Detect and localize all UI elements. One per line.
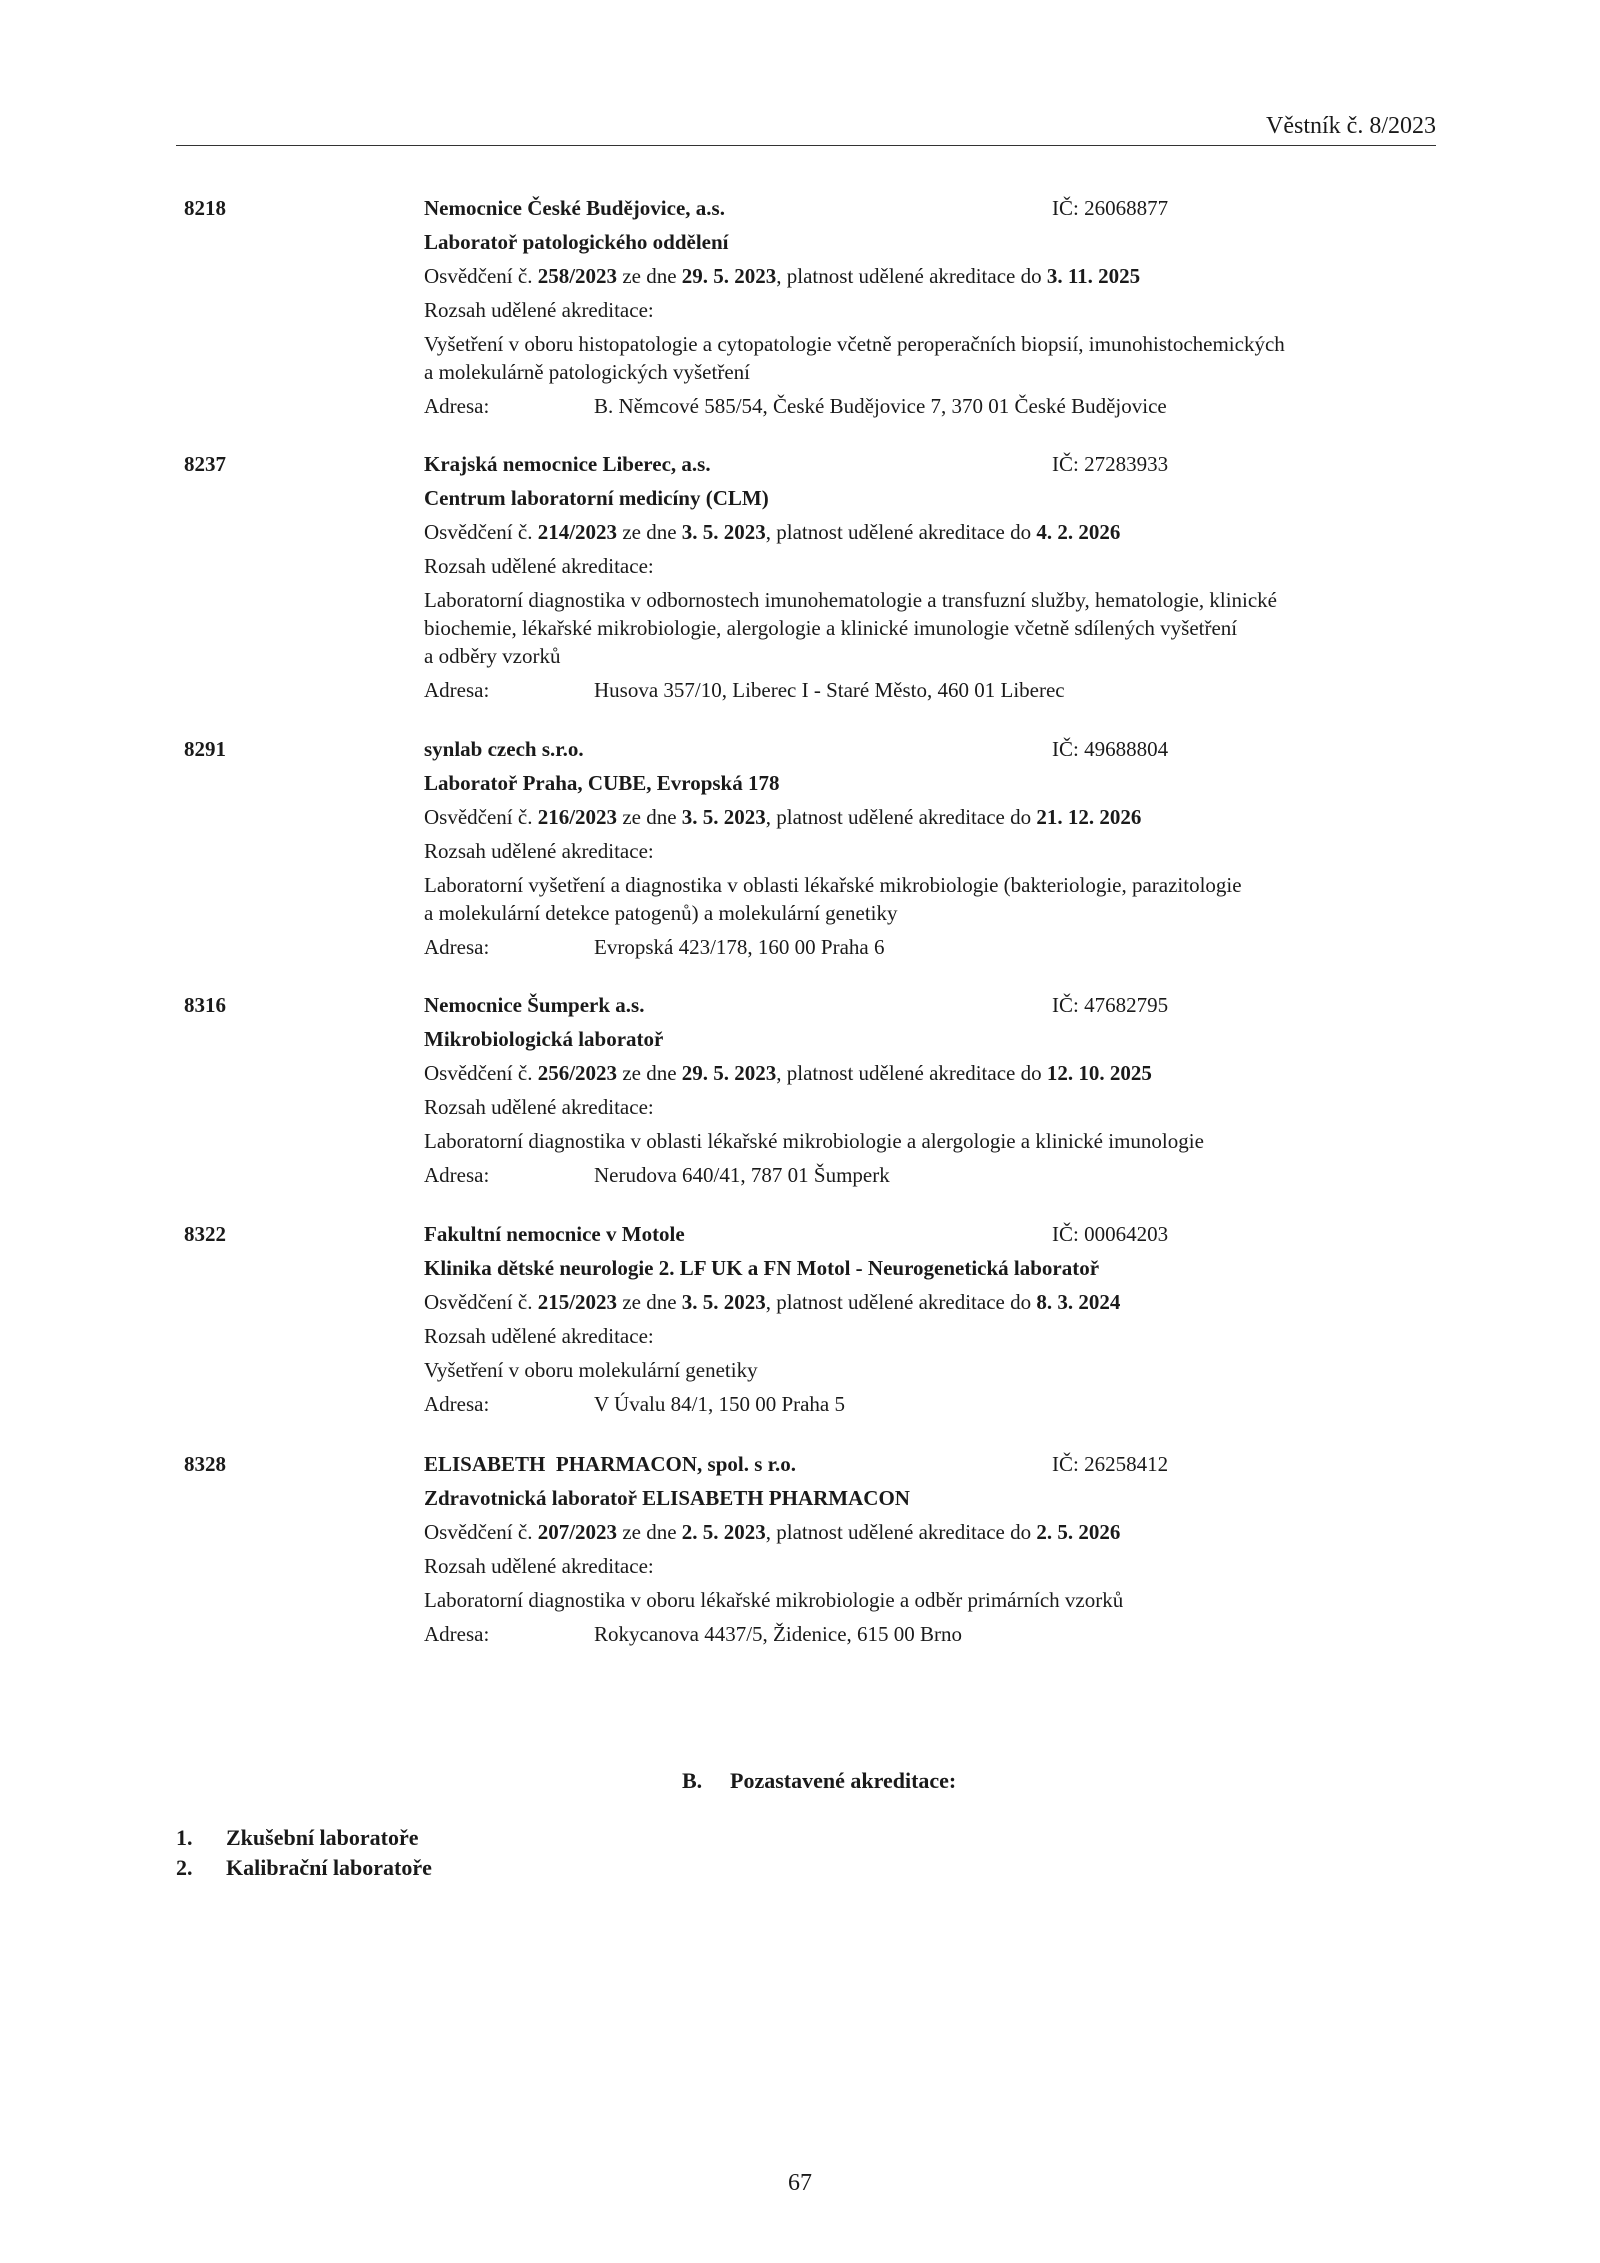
address-value: Rokycanova 4437/5, Židenice, 615 00 Brno	[594, 1622, 963, 1646]
section-heading: B. Pozastavené akreditace:	[682, 1768, 957, 1793]
certificate-line: Osvědčení č. 215/2023 ze dne 3. 5. 2023, platnost udělené akreditace do 8. 3. 2024	[424, 1290, 1121, 1314]
address-line: Adresa: B. Němcové 585/54, České Budějovice 7, 370 01 České Budějovice	[424, 394, 1167, 418]
scope-text: Laboratorní diagnostika v oblasti lékařské mikrobiologie a alergologie a klinické imunologie	[424, 1129, 1204, 1153]
company-id: IČ: 26068877	[1052, 196, 1169, 220]
address-value: Evropská 423/178, 160 00 Praha 6	[594, 935, 885, 959]
entry-number: 8322	[184, 1222, 226, 1246]
scope-label: Rozsah udělené akreditace:	[424, 298, 654, 322]
page-number: 67	[788, 2170, 812, 2196]
header-divider	[176, 145, 1436, 146]
entry-body	[424, 1450, 1424, 1654]
list-item: 2. Kalibrační laboratoře	[176, 1855, 432, 1880]
scope-text: Laboratorní diagnostika v odbornostech imunohematologie a transfuzní služby, hematologie, klinické biochemie, lékařské mikrobiologie, alergologie a klinické imunologie včetně sdílených vyšetření a odběry vzorků	[424, 588, 1278, 668]
entry-number: 8316	[184, 993, 226, 1017]
organization-name: ELISABETH PHARMACON, spol. s r.o.	[424, 1452, 797, 1476]
certificate-line: Osvědčení č. 214/2023 ze dne 3. 5. 2023, platnost udělené akreditace do 4. 2. 2026	[424, 520, 1121, 544]
scope-label: Rozsah udělené akreditace:	[424, 1095, 654, 1119]
laboratory-name: Klinika dětské neurologie 2. LF UK a FN Motol - Neurogenetická laboratoř	[424, 1256, 1100, 1280]
entry-number: 8237	[184, 452, 226, 476]
organization-name: Nemocnice Šumperk a.s.	[424, 993, 645, 1017]
entry-body	[424, 194, 1424, 426]
validity-date: 3. 11. 2025	[1046, 264, 1141, 288]
organization-name: synlab czech s.r.o.	[424, 737, 584, 761]
certificate-number: 258/2023	[537, 264, 618, 288]
scope-text: Vyšetření v oboru histopatologie a cytopatologie včetně peroperačních biopsií, imunohistochemických a molekulárně patologických vyšetření	[424, 332, 1285, 384]
certificate-number: 214/2023	[537, 520, 618, 544]
laboratory-name: Laboratoř Praha, CUBE, Evropská 178	[424, 771, 780, 795]
validity-date: 4. 2. 2026	[1036, 520, 1121, 544]
certificate-number: 256/2023	[537, 1061, 618, 1085]
certificate-line: Osvědčení č. 207/2023 ze dne 2. 5. 2023, platnost udělené akreditace do 2. 5. 2026	[424, 1520, 1121, 1544]
entry-body	[424, 1220, 1424, 1424]
category-list	[176, 1823, 432, 1883]
entry-number: 8218	[184, 196, 226, 220]
scope-text: Vyšetření v oboru molekulární genetiky	[424, 1358, 758, 1382]
organization-name: Fakultní nemocnice v Motole	[424, 1222, 685, 1246]
bulletin-title: Věstník č. 8/2023	[1266, 113, 1436, 139]
laboratory-name: Zdravotnická laboratoř ELISABETH PHARMACON	[424, 1486, 910, 1510]
certificate-line: Osvědčení č. 216/2023 ze dne 3. 5. 2023, platnost udělené akreditace do 21. 12. 2026	[424, 805, 1142, 829]
certificate-number: 215/2023	[537, 1290, 618, 1314]
entry-number: 8328	[184, 1452, 226, 1476]
scope-label: Rozsah udělené akreditace:	[424, 839, 654, 863]
organization-name: Nemocnice České Budějovice, a.s.	[424, 196, 725, 220]
address-value: Nerudova 640/41, 787 01 Šumperk	[594, 1163, 890, 1187]
company-id: IČ: 26258412	[1052, 1452, 1169, 1476]
organization-name: Krajská nemocnice Liberec, a.s.	[424, 452, 711, 476]
entry-body	[424, 991, 1424, 1195]
entry-body	[424, 450, 1424, 710]
address-line: Adresa: Evropská 423/178, 160 00 Praha 6	[424, 935, 885, 959]
entry-number: 8291	[184, 737, 226, 761]
certificate-date: 3. 5. 2023	[681, 520, 766, 544]
certificate-number: 216/2023	[537, 805, 618, 829]
scope-label: Rozsah udělené akreditace:	[424, 1324, 654, 1348]
company-id: IČ: 00064203	[1052, 1222, 1169, 1246]
validity-date: 12. 10. 2025	[1046, 1061, 1152, 1085]
address-line: Adresa: Nerudova 640/41, 787 01 Šumperk	[424, 1163, 890, 1187]
laboratory-name: Centrum laboratorní medicíny (CLM)	[424, 486, 769, 510]
scope-text: Laboratorní diagnostika v oboru lékařské mikrobiologie a odběr primárních vzorků	[424, 1588, 1124, 1612]
company-id: IČ: 49688804	[1052, 737, 1169, 761]
address-value: B. Němcové 585/54, České Budějovice 7, 370 01 České Budějovice	[594, 394, 1167, 418]
entry-body	[424, 735, 1424, 967]
certificate-line: Osvědčení č. 258/2023 ze dne 29. 5. 2023, platnost udělené akreditace do 3. 11. 2025	[424, 264, 1141, 288]
certificate-line: Osvědčení č. 256/2023 ze dne 29. 5. 2023, platnost udělené akreditace do 12. 10. 2025	[424, 1061, 1152, 1085]
scope-label: Rozsah udělené akreditace:	[424, 1554, 654, 1578]
validity-date: 8. 3. 2024	[1036, 1290, 1121, 1314]
certificate-date: 3. 5. 2023	[681, 1290, 766, 1314]
address-line: Adresa: V Úvalu 84/1, 150 00 Praha 5	[424, 1392, 846, 1416]
validity-date: 21. 12. 2026	[1036, 805, 1142, 829]
certificate-date: 29. 5. 2023	[681, 264, 777, 288]
laboratory-name: Mikrobiologická laboratoř	[424, 1027, 664, 1051]
company-id: IČ: 27283933	[1052, 452, 1169, 476]
laboratory-name: Laboratoř patologického oddělení	[424, 230, 729, 254]
certificate-date: 29. 5. 2023	[681, 1061, 777, 1085]
company-id: IČ: 47682795	[1052, 993, 1169, 1017]
scope-text: Laboratorní vyšetření a diagnostika v oblasti lékařské mikrobiologie (bakteriologie, parazitologie a molekulární detekce patogenů) a molekulární genetiky	[424, 873, 1242, 925]
address-value: V Úvalu 84/1, 150 00 Praha 5	[594, 1392, 846, 1416]
certificate-date: 3. 5. 2023	[681, 805, 766, 829]
address-line: Adresa: Husova 357/10, Liberec I - Staré Město, 460 01 Liberec	[424, 678, 1065, 702]
list-item: 1. Zkušební laboratoře	[176, 1825, 419, 1850]
validity-date: 2. 5. 2026	[1036, 1520, 1121, 1544]
address-value: Husova 357/10, Liberec I - Staré Město, 460 01 Liberec	[594, 678, 1065, 702]
address-line: Adresa: Rokycanova 4437/5, Židenice, 615 00 Brno	[424, 1622, 963, 1646]
certificate-date: 2. 5. 2023	[681, 1520, 766, 1544]
certificate-number: 207/2023	[537, 1520, 618, 1544]
scope-label: Rozsah udělené akreditace:	[424, 554, 654, 578]
